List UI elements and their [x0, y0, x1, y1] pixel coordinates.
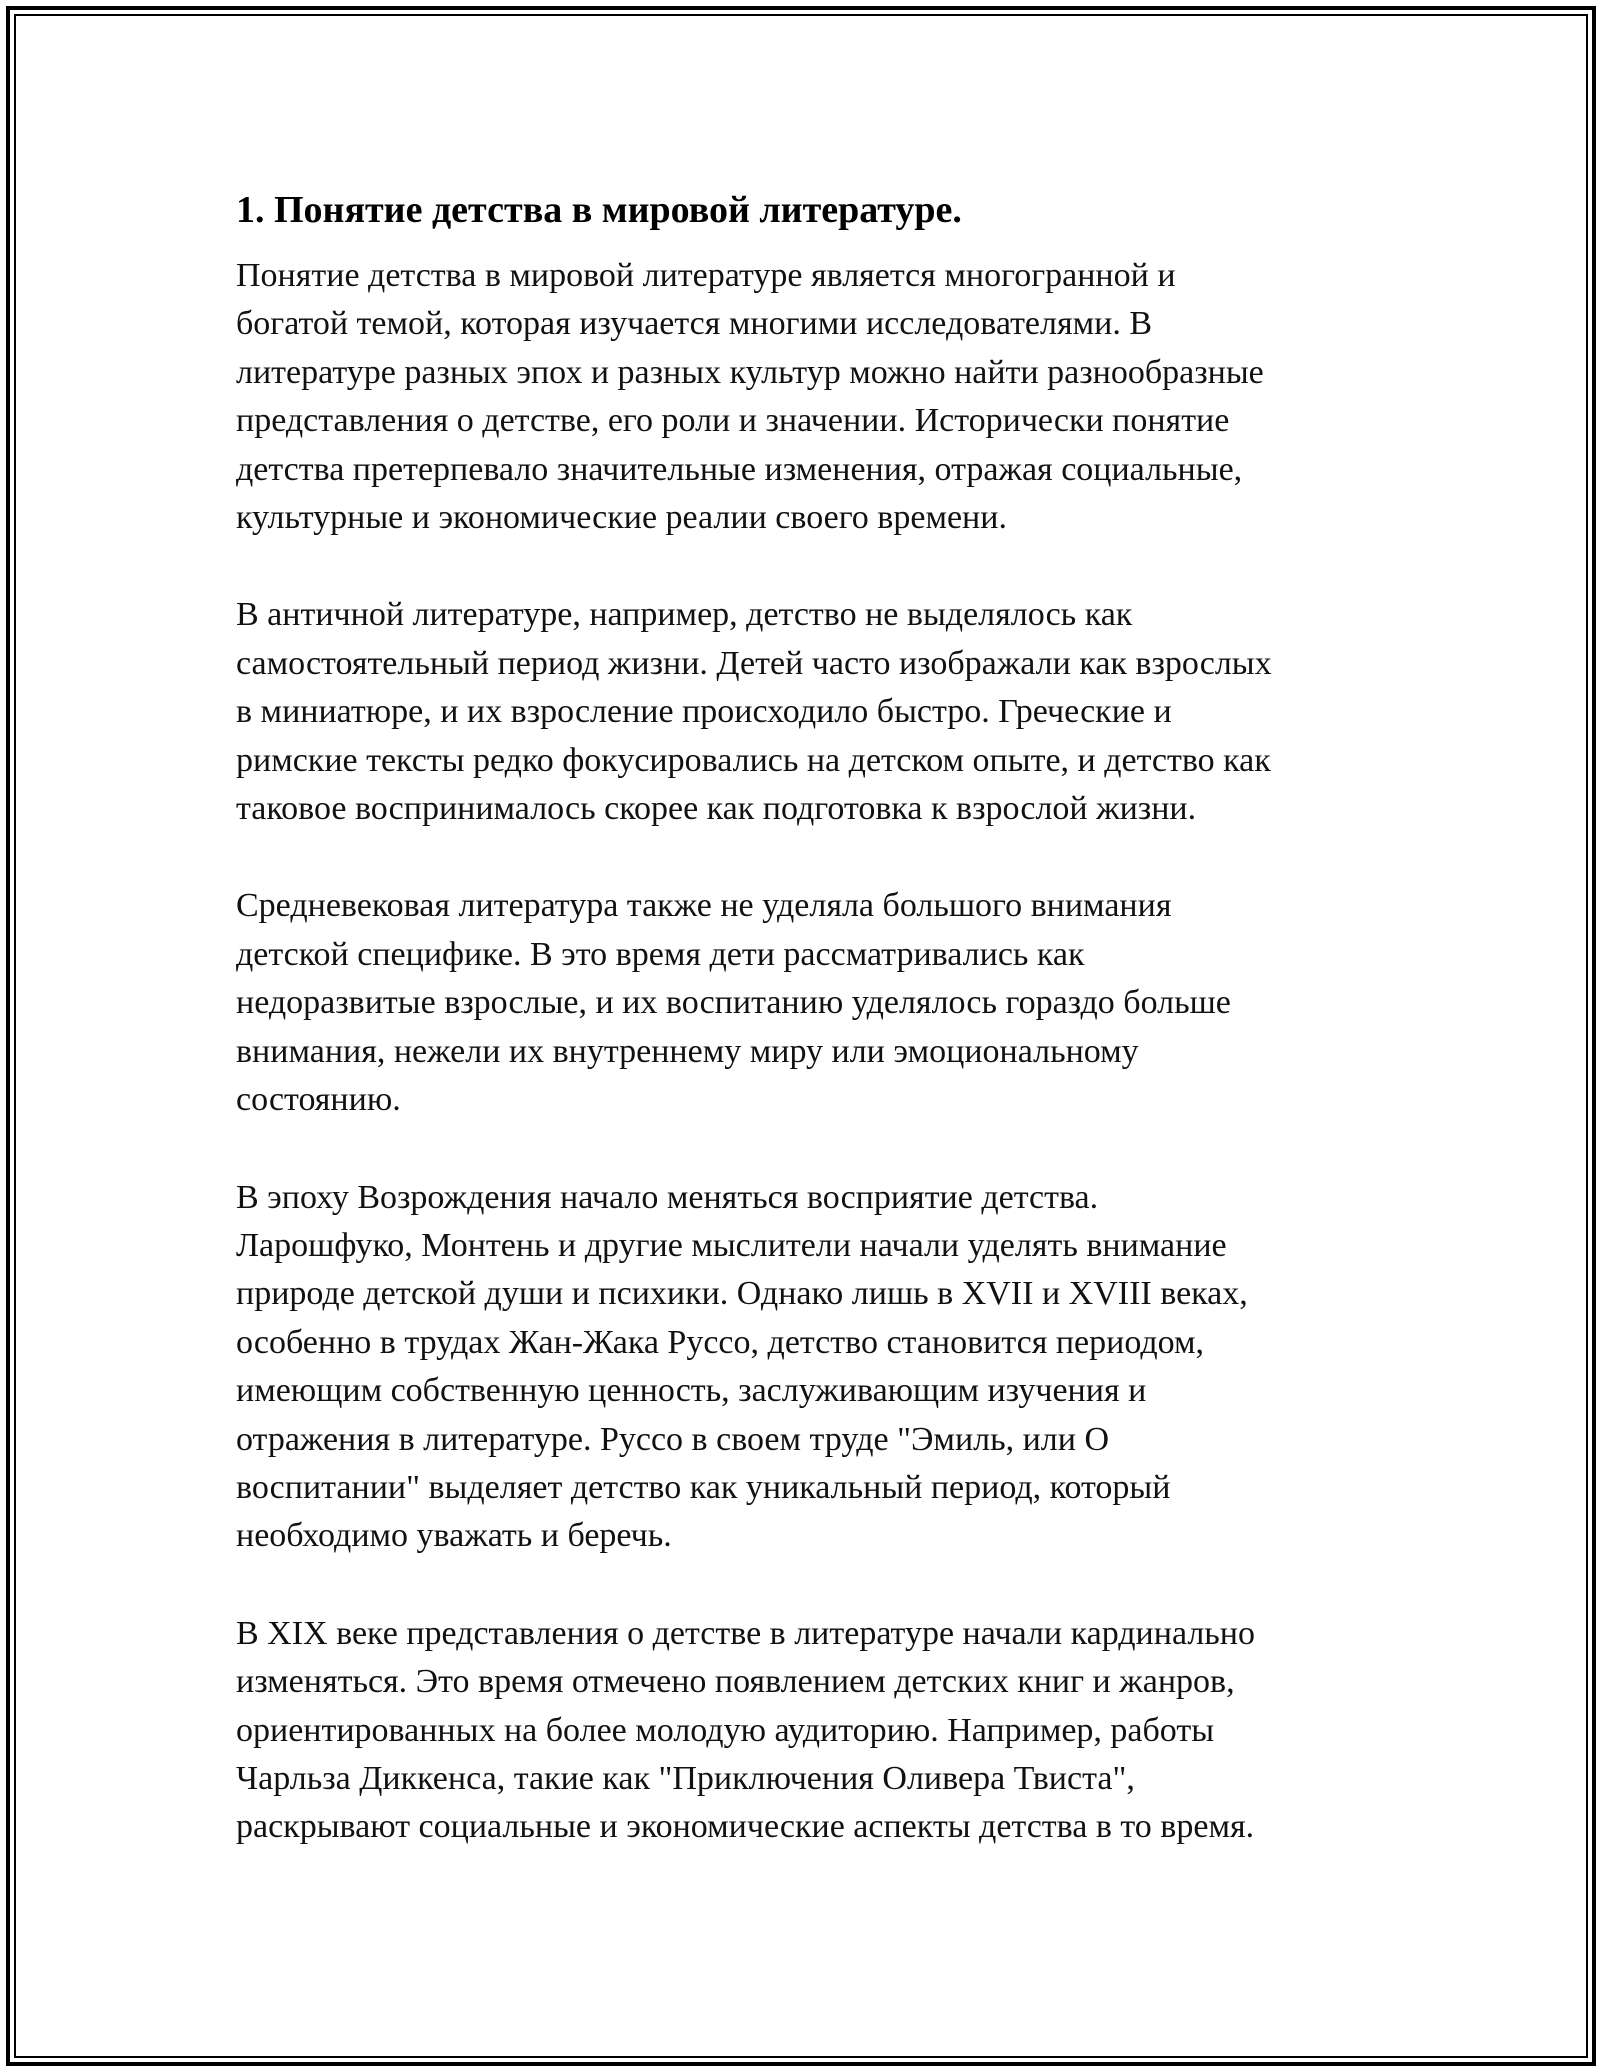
paragraph-line: недоразвитые взрослые, и их воспитанию уделялось гораздо больше	[236, 984, 1231, 1022]
paragraph-line: римские тексты редко фокусировались на детском опыте, и детство как	[236, 741, 1271, 779]
paragraph-line: природе детской души и психики. Однако лишь в XVII и XVIII веках,	[236, 1275, 1248, 1313]
paragraph-line: Ларошфуко, Монтень и другие мыслители начали уделять внимание	[236, 1226, 1227, 1264]
paragraph-line: Чарльза Диккенса, такие как "Приключения Оливера Твиста",	[236, 1759, 1135, 1797]
paragraph-line: В эпоху Возрождения начало меняться восприятие детства.	[236, 1178, 1099, 1216]
paragraph-line: изменяться. Это время отмечено появлением детских книг и жанров,	[236, 1663, 1235, 1701]
document-body	[236, 186, 1386, 1901]
paragraph-line: ориентированных на более молодую аудиторию. Например, работы	[236, 1711, 1215, 1749]
paragraph-line: литературе разных эпох и разных культур можно найти разнообразные	[236, 353, 1264, 391]
paragraph-line: детства претерпевало значительные изменения, отражая социальные,	[236, 450, 1243, 488]
paragraph-line: необходимо уважать и беречь.	[236, 1517, 672, 1555]
paragraph-line: внимания, нежели их внутреннему миру или эмоциональному	[236, 1032, 1139, 1070]
paragraph-line: воспитании" выделяет детство как уникальный период, который	[236, 1468, 1171, 1506]
paragraph-line: таковое воспринималось скорее как подготовка к взрослой жизни.	[236, 790, 1197, 828]
paragraph-line: особенно в трудах Жан-Жака Руссо, детство становится периодом,	[236, 1323, 1205, 1361]
paragraph-line: детской специфике. В это время дети рассматривались как	[236, 935, 1085, 973]
paragraph-line: самостоятельный период жизни. Детей часто изображали как взрослых	[236, 644, 1272, 682]
paragraph-line: имеющим собственную ценность, заслуживающим изучения и	[236, 1372, 1147, 1410]
paragraph-line: В XIX веке представления о детстве в литературе начали кардинально	[236, 1614, 1256, 1652]
paragraph-1	[236, 252, 1386, 542]
paragraph-3	[236, 882, 1386, 1124]
paragraph-4	[236, 1174, 1386, 1561]
paragraph-line: Понятие детства в мировой литературе является многогранной и	[236, 257, 1176, 294]
paragraph-line: культурные и экономические реалии своего времени.	[236, 499, 1007, 537]
paragraph-line: В античной литературе, например, детство не выделялось как	[236, 596, 1133, 634]
paragraph-line: Средневековая литература также не уделяла большого внимания	[236, 887, 1172, 925]
paragraph-line: состоянию.	[236, 1081, 401, 1119]
paragraph-line: богатой темой, которая изучается многими исследователями. В	[236, 305, 1153, 343]
paragraph-line: в миниатюре, и их взросление происходило быстро. Греческие и	[236, 693, 1172, 731]
paragraph-2	[236, 591, 1386, 833]
paragraph-line: представления о детстве, его роли и значении. Исторически понятие	[236, 402, 1230, 440]
paragraph-5	[236, 1610, 1386, 1852]
section-heading: 1. Понятие детства в мировой литературе.	[236, 189, 962, 231]
paragraph-line: раскрывают социальные и экономические аспекты детства в то время.	[236, 1808, 1255, 1846]
paragraph-line: отражения в литературе. Руссо в своем труде "Эмиль, или О	[236, 1420, 1110, 1458]
